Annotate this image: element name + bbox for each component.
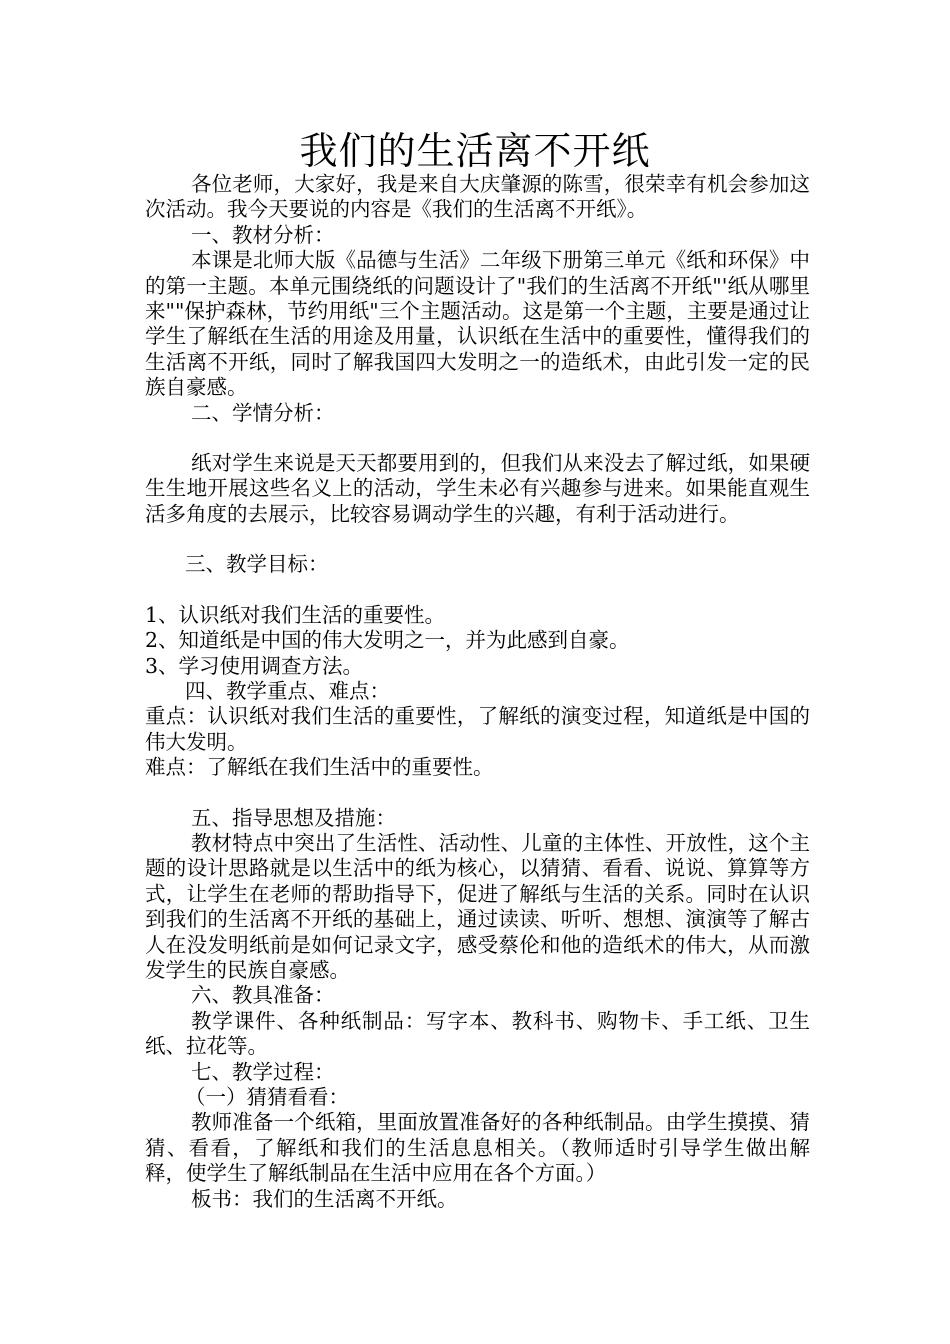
spacer: [145, 781, 810, 806]
spacer: [145, 426, 810, 451]
section-heading-teaching-aids: 六、教具准备：: [191, 983, 335, 1008]
document-body: [145, 172, 810, 1212]
section-heading-teaching-process: 七、教学过程：: [191, 1059, 335, 1084]
document-title: 我们的生活离不开纸: [299, 129, 651, 173]
goal-item: 1、认识纸对我们生活的重要性。: [145, 602, 446, 627]
key-point-paragraph: 重点：认识纸对我们生活的重要性，了解纸的演变过程，知道纸是中国的伟大发明。: [145, 704, 810, 754]
section-heading-teaching-goals: 三、教学目标：: [185, 552, 329, 577]
teaching-aids-paragraph: 教学课件、各种纸制品：写字本、教科书、购物卡、手工纸、卫生纸、拉花等。: [145, 1008, 810, 1059]
intro-paragraph: 各位老师，大家好，我是来自大庆肇源的陈雪，很荣幸有机会参加这次活动。我今天要说的内容是《我们的生活离不开纸》。: [145, 172, 810, 222]
subsection-heading-guess-look: （一）猜猜看看：: [185, 1085, 349, 1109]
spacer: [145, 578, 810, 603]
student-analysis-paragraph: 纸对学生来说是天天都要用到的，但我们从来没去了解过纸，如果硬生生地开展这些名义上的活动，学生未必有兴趣参与进来。如果能直观生活多角度的去展示，比较容易调动学生的兴趣，有利于活动进行。: [145, 451, 810, 526]
section-heading-key-points: 四、教学重点、难点：: [185, 678, 390, 703]
guess-look-paragraph: 教师准备一个纸箱，里面放置准备好的各种纸制品。由学生摸摸、猜猜、看看，了解纸和我们的生活息息相关。（教师适时引导学生做出解释，使学生了解纸制品在生活中应用在各个方面。）: [145, 1110, 810, 1186]
blackboard-note: 板书：我们的生活离不开纸。: [191, 1186, 458, 1211]
spacer: [145, 527, 810, 552]
section-heading-student-analysis: 二、学情分析：: [191, 400, 335, 425]
difficulty-paragraph: 难点：了解纸在我们生活中的重要性。: [145, 755, 494, 780]
section-heading-textbook-analysis: 一、教材分析：: [191, 222, 335, 247]
guiding-ideas-paragraph: 教材特点中突出了生活性、活动性、儿童的主体性、开放性，这个主题的设计思路就是以生活中的纸为核心，以猜猜、看看、说说、算算等方式，让学生在老师的帮助指导下，促进了解纸与生活的关系。同时在认识到我们的生活离不开纸的基础上，通过读读、听听、想想、演演等了解古人在没发明纸前是如何记录文字，感受蔡伦和他的造纸术的伟大，从而激发学生的民族自豪感。: [145, 830, 810, 982]
goal-item: 2、知道纸是中国的伟大发明之一，并为此感到自豪。: [145, 628, 630, 653]
goal-item: 3、学习使用调查方法。: [145, 653, 364, 678]
section-heading-guiding-ideas: 五、指导思想及措施：: [191, 805, 396, 830]
textbook-analysis-paragraph: 本课是北师大版《品德与生活》二年级下册第三单元《纸和环保》中的第一主题。本单元围绕纸的问题设计了"我们的生活离不开纸"'纸从哪里来""保护森林，节约用纸"三个主题活动。这是第一个主题，主要是通过让学生了解纸在生活的用途及用量，认识纸在生活中的重要性，懂得我们的生活离不开纸，同时了解我国四大发明之一的造纸术，由此引发一定的民族自豪感。: [145, 248, 810, 400]
